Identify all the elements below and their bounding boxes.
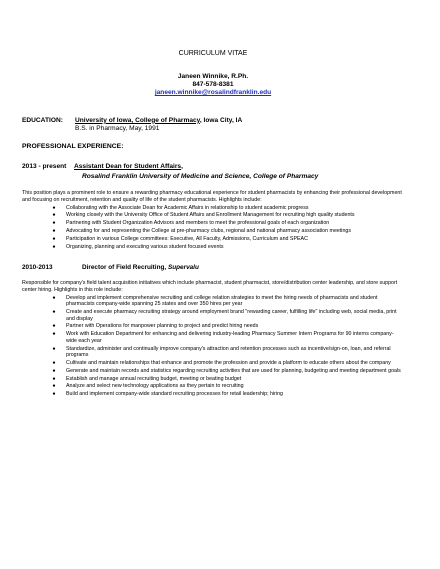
education-school	[75, 117, 242, 125]
list-item-text: Work with Education Department for enhancing and delivering industry-leading Pharmacy Summer Intern Programs for 90 interns company-wide each year	[66, 331, 394, 344]
education-label: EDUCATION:	[22, 116, 63, 124]
job-dates: 2013 - present	[22, 162, 67, 170]
job-title: Director of Field Recruiting	[82, 264, 165, 272]
list-item-text: Standardize, administer and continually improve company's attraction and retention processes such as incentive/sign-on, loan, and referral programs	[66, 345, 391, 359]
candidate-email-link[interactable]: janeen.winnike@rosalindfranklin.edu	[154, 89, 272, 97]
list-item	[22, 236, 404, 243]
bullet-dot-icon: ●	[52, 227, 56, 234]
list-item	[22, 244, 404, 251]
job-header	[22, 163, 404, 171]
list-item-text: Establish and manage annual recruiting budget, meeting or beating budget	[66, 375, 242, 382]
list-item-text: Working closely with the University Office of Student Affairs and Enrollment Management for recruiting high quality students	[66, 212, 355, 219]
list-item-text: Cultivate and maintain relationships that enhance and promote the profession and provide a platform to educate others about the company	[66, 359, 391, 366]
education-school-location: , Iowa City, IA	[199, 116, 243, 124]
experience-heading: PROFESSIONAL EXPERIENCE:	[22, 143, 124, 151]
bullet-dot-icon: ●	[52, 308, 56, 315]
bullet-dot-icon: ●	[52, 243, 56, 250]
bullet-dot-icon: ●	[52, 383, 56, 390]
bullet-dot-icon: ●	[52, 367, 56, 374]
list-item	[22, 323, 404, 330]
bullet-dot-icon: ●	[52, 220, 56, 227]
job-organization: Rosalind Franklin University of Medicine and Science, College of Pharmacy	[82, 172, 319, 180]
education-row	[22, 117, 404, 125]
education-school-name: University of Iowa, College of Pharmacy	[75, 116, 200, 124]
job-bullet-list	[22, 205, 404, 251]
bullet-dot-icon: ●	[52, 235, 56, 242]
bullet-dot-icon: ●	[52, 391, 56, 398]
list-item	[22, 391, 404, 398]
bullet-dot-icon: ●	[52, 375, 56, 382]
list-item	[22, 346, 404, 359]
job-bullet-list	[22, 295, 404, 398]
list-item-text: Partner with Operations for manpower planning to project and predict hiring needs	[66, 323, 259, 330]
job-title: Assistant Dean for Student Affairs	[74, 162, 182, 170]
list-item	[22, 205, 404, 212]
list-item	[22, 295, 404, 308]
list-item-text: Create and execute pharmacy recruiting strategy around employment brand "rewarding career, fulfilling life" including web, social media, print and display	[66, 308, 397, 322]
bullet-dot-icon: ●	[52, 294, 56, 301]
list-item-text: Generate and maintain records and statistics regarding recruiting activities that are used for planning, budgeting and meeting department goals	[66, 367, 401, 374]
bullet-dot-icon: ●	[52, 323, 56, 330]
job-title-suffix: ,	[164, 264, 168, 272]
list-item-text: Advocating for and representing the College at pre-pharmacy clubs, regional and national pharmacy association meetings	[66, 227, 352, 234]
list-item-text: Partnering with Student Organization Advisors and members to meet the professional goals of each organization	[66, 220, 330, 227]
list-item	[22, 228, 404, 235]
list-item	[22, 331, 404, 344]
list-item-text: Collaborating with the Associate Dean for Academic Affairs in relationship to student academic progress	[66, 204, 309, 211]
list-item-text: Organizing, planning and executing various student focused events	[66, 243, 224, 250]
list-item-text: Analyze and select new technology applications as they pertain to recruiting	[66, 383, 244, 390]
candidate-name: Janeen Winnike, R.Ph.	[177, 72, 249, 80]
list-item-text: Develop and implement comprehensive recruiting and college relation strategies to meet the hiring needs of pharmacists and student pharmacists company-wide spanning 25 states and over 350 hires per year	[66, 294, 378, 308]
list-item-text: Participation in various College committees: Executive, All Faculty, Admissions, Curriculum and SPEAC	[66, 235, 308, 242]
list-item	[22, 376, 404, 383]
job-description: This position plays a prominent role to ensure a rewarding pharmacy educational experience for student pharmacists by enhancing their professional development and focusing on recruitment, retention and quality of life of the student pharmacists. Highlights include:	[22, 190, 402, 203]
bullet-dot-icon: ●	[52, 345, 56, 352]
document-title: CURRICULUM VITAE	[178, 50, 248, 57]
list-item	[22, 383, 404, 390]
bullet-dot-icon: ●	[52, 359, 56, 366]
list-item	[22, 309, 404, 322]
bullet-dot-icon: ●	[52, 331, 56, 338]
education-degree: B.S. in Pharmacy, May, 1991	[75, 124, 160, 132]
job-title-suffix: ,	[181, 162, 183, 170]
job-header	[22, 264, 404, 272]
job-description: Responsible for company's field talent acquisition initiatives which include pharmacist, student pharmacist, store/distribution center leadership, and store support center hiring. Highlights in this role include:	[22, 280, 398, 293]
list-item-text: Build and implement company-wide standard recruiting processes for retail leadership; hiring	[66, 391, 283, 398]
candidate-phone: 847-578-8381	[192, 80, 234, 88]
bullet-dot-icon: ●	[52, 204, 56, 211]
bullet-dot-icon: ●	[52, 212, 56, 219]
list-item	[22, 220, 404, 227]
list-item	[22, 368, 404, 375]
job-dates: 2010-2013	[22, 264, 53, 272]
list-item	[22, 212, 404, 219]
list-item	[22, 360, 404, 367]
job-organization: Supervalu	[167, 264, 199, 272]
